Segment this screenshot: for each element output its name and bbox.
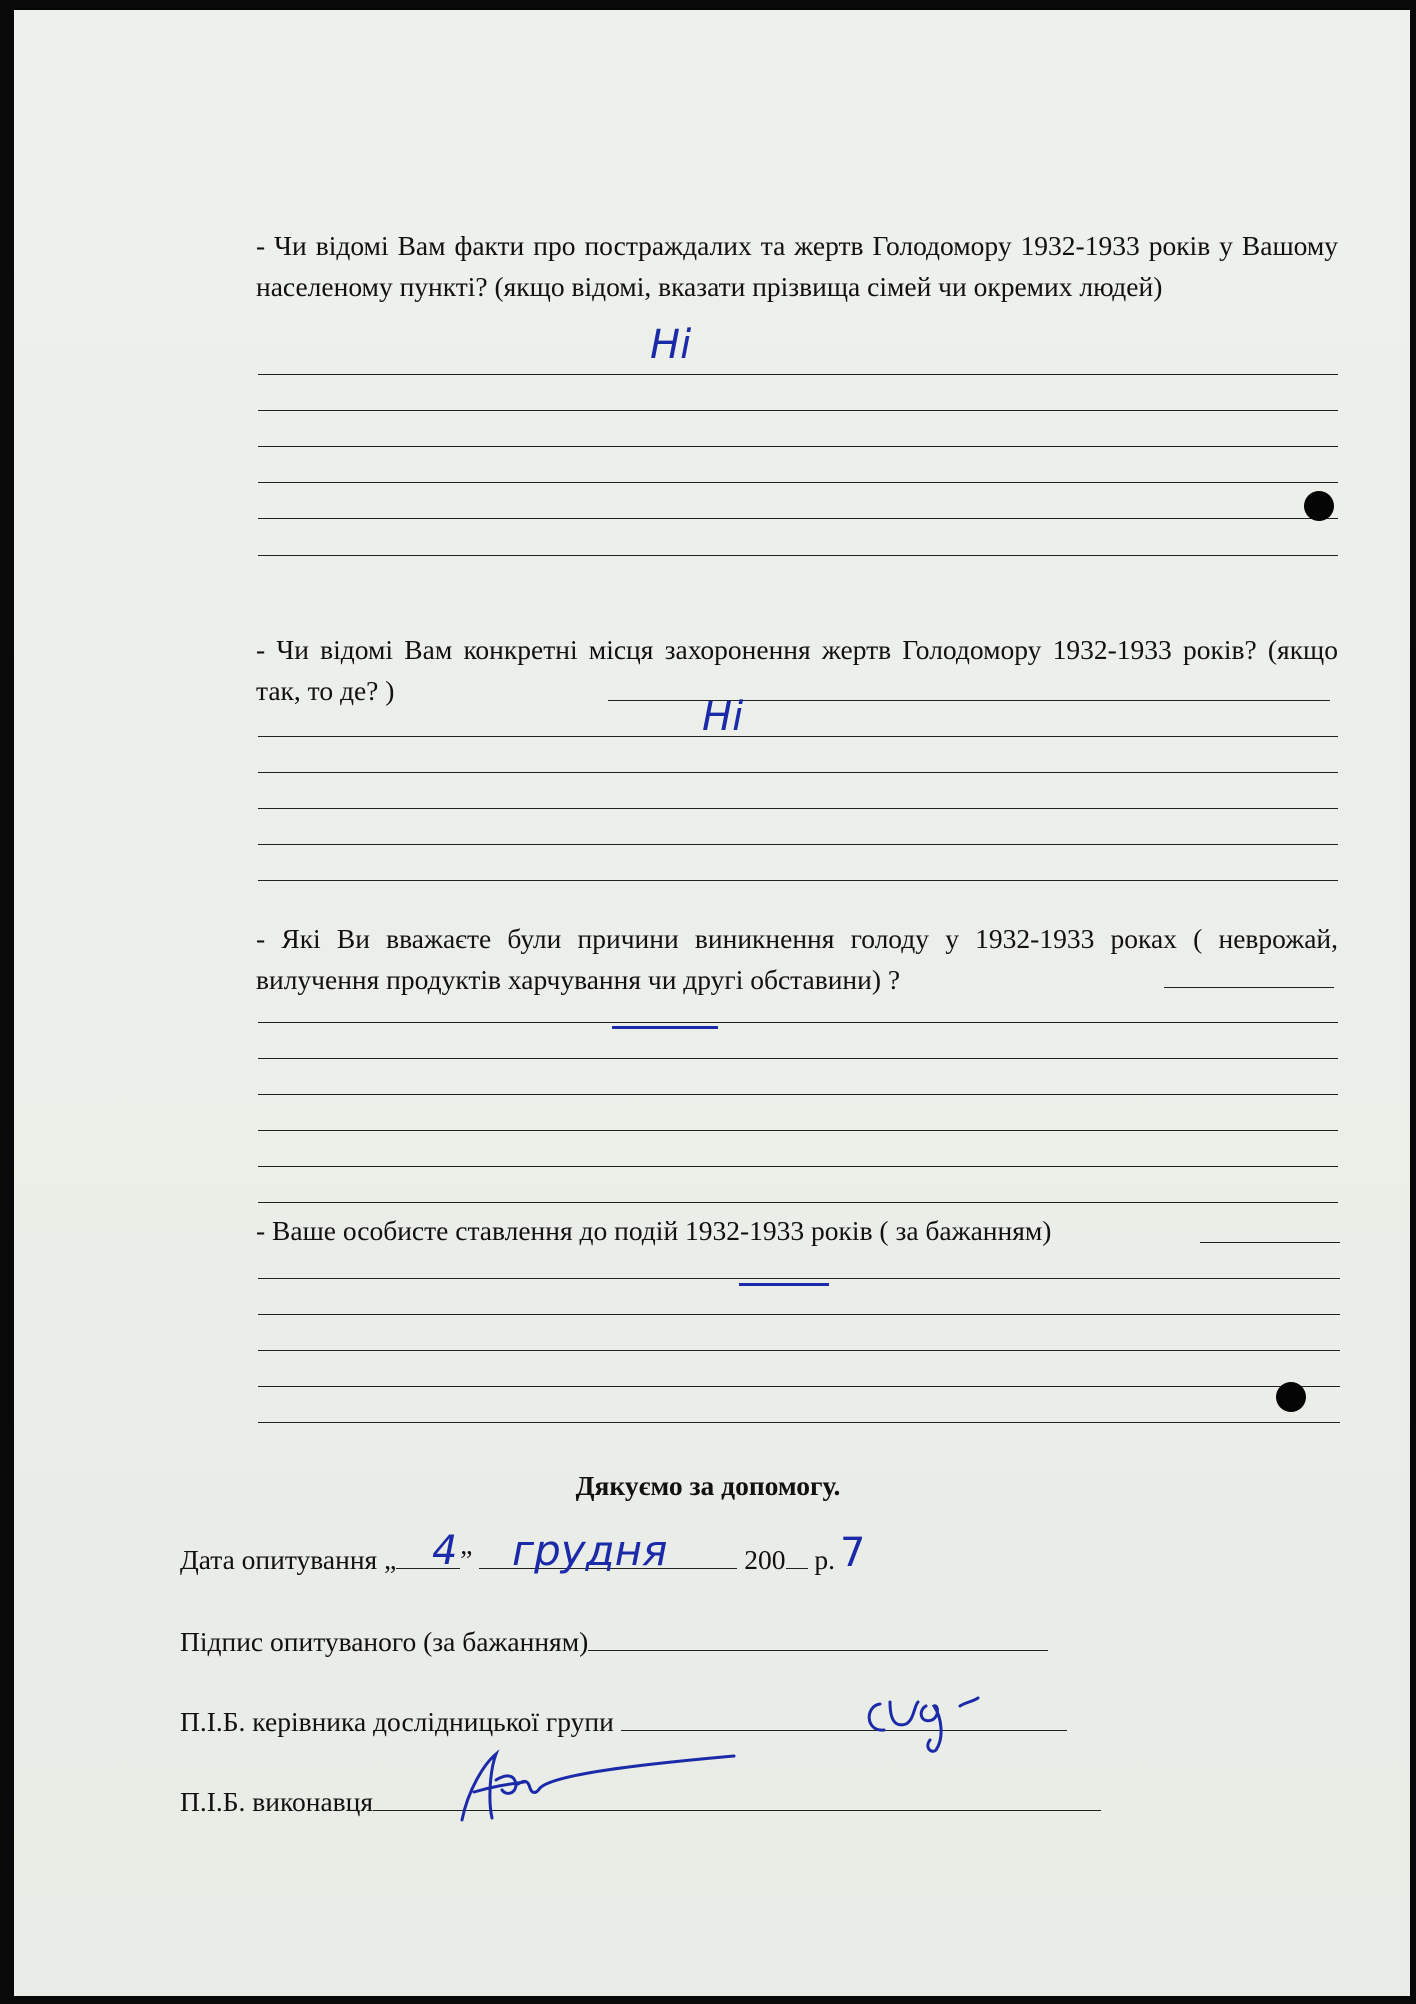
answer-line [258, 1202, 1338, 1203]
answer-line [258, 518, 1338, 519]
punch-hole [1276, 1382, 1306, 1412]
respondent-signature-row [180, 1622, 1048, 1662]
answer-4-dash [739, 1283, 829, 1286]
answer-line [258, 1094, 1338, 1095]
question-1: - Чи відомі Вам факти про постраждалих та жертв Голодомору 1932-1933 років у Вашому населеному пункті? (якщо відомі, вказати прізвища сімей чи окремих людей) [256, 230, 1338, 302]
executor-label: П.І.Б. виконавця [180, 1786, 373, 1817]
answer-line [1200, 1242, 1340, 1243]
document-page [14, 10, 1410, 1996]
punch-hole [1304, 491, 1334, 521]
answer-line [258, 1278, 1340, 1279]
respondent-signature-label: Підпис опитуваного (за бажанням) [180, 1626, 589, 1657]
date-month-handwritten: грудня [512, 1526, 668, 1575]
leader-label: П.І.Б. керівника дослідницької групи [180, 1706, 614, 1737]
date-suffix: р. [814, 1544, 835, 1575]
question-2: - Чи відомі Вам конкретні місця захоронення жертв Голодомору 1932-1933 років? (якщо так, то де? ) [256, 634, 1338, 706]
respondent-signature-blank [588, 1626, 1048, 1651]
answer-line [258, 446, 1338, 447]
answer-line [258, 1350, 1340, 1351]
date-open-quote: „ [384, 1544, 397, 1575]
answer-line [258, 736, 1338, 737]
question-4: - Ваше особисте ставлення до подій 1932-1933 років ( за бажанням) [256, 1215, 1052, 1246]
date-year-blank [786, 1544, 808, 1569]
answer-line [258, 1314, 1340, 1315]
date-close-quote: ” [460, 1544, 473, 1575]
date-year-prefix: 200 [744, 1544, 786, 1575]
answer-line [258, 555, 1338, 556]
answer-line [258, 374, 1338, 375]
thanks-heading: Дякуємо за допомогу. [575, 1470, 841, 1501]
answer-line [258, 410, 1338, 411]
answer-2: Ні [702, 694, 744, 740]
answer-line [258, 1166, 1338, 1167]
answer-line [258, 808, 1338, 809]
date-day-handwritten: 4 [432, 1528, 458, 1574]
answer-line [258, 844, 1338, 845]
answer-line [258, 482, 1338, 483]
answer-1: Ні [650, 322, 692, 368]
answer-line [258, 772, 1338, 773]
answer-line [258, 880, 1338, 881]
date-row [180, 1540, 835, 1580]
answer-line [258, 1022, 1338, 1023]
answer-3-dash [612, 1026, 718, 1029]
answer-line [258, 1386, 1340, 1387]
answer-line [1164, 987, 1334, 988]
answer-line [258, 1130, 1338, 1131]
executor-signature [444, 1740, 754, 1830]
question-3: - Які Ви вважаєте були причини виникнення голоду у 1932-1933 роках ( неврожай, вилучення продуктів харчування чи другі обставини) ? [256, 923, 1338, 995]
date-year-handwritten: 7 [840, 1530, 866, 1576]
answer-line [258, 1422, 1340, 1423]
date-label: Дата опитування [180, 1544, 378, 1575]
answer-line [258, 1058, 1338, 1059]
leader-signature [860, 1676, 1030, 1756]
